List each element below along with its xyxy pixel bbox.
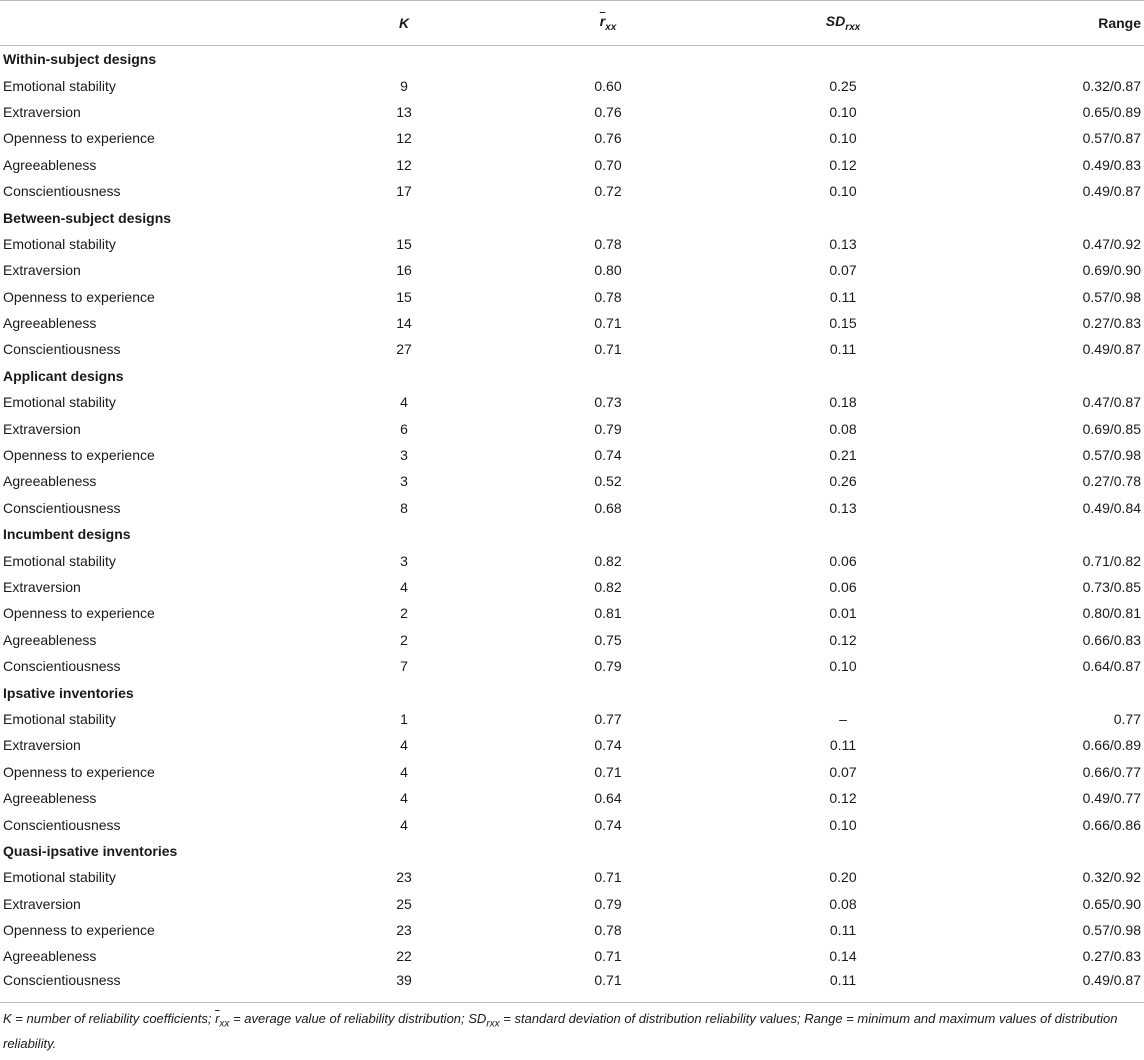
trait-cell: Openness to experience: [3, 922, 155, 939]
trait-cell: Agreeableness: [3, 315, 97, 332]
mean-r-cell: 0.78: [594, 922, 622, 939]
k-cell: 12: [396, 130, 412, 147]
range-cell: 0.32/0.87: [1082, 77, 1141, 94]
mean-r-cell: 0.68: [594, 499, 622, 516]
table-row: [0, 257, 1144, 283]
table-row: [0, 72, 1144, 98]
mean-r-cell: 0.78: [594, 235, 622, 252]
mean-r-cell: 0.64: [594, 790, 622, 807]
table-row: [0, 415, 1144, 441]
table-row: [0, 468, 1144, 494]
k-cell: 6: [400, 420, 408, 437]
k-cell: 12: [396, 156, 412, 173]
range-cell: 0.27/0.83: [1082, 315, 1141, 332]
header-label: [0, 1, 320, 46]
header-row: [0, 1, 1144, 46]
trait-cell: Emotional stability: [3, 235, 116, 252]
trait-cell: Agreeableness: [3, 948, 97, 965]
table-row: [0, 864, 1144, 890]
mean-r-cell: 0.79: [594, 895, 622, 912]
table-row: [0, 284, 1144, 310]
footnote-mean-r-base: $\overline{r}$: [215, 1010, 220, 1026]
sd-cell: 0.12: [829, 156, 857, 173]
sd-cell: 0.13: [829, 235, 857, 252]
k-cell: 1: [400, 710, 408, 727]
range-cell: 0.49/0.87: [1082, 341, 1141, 358]
range-cell: 0.47/0.92: [1082, 235, 1141, 252]
trait-cell: Conscientiousness: [3, 183, 121, 200]
header-sd: [728, 1, 958, 46]
k-cell: 7: [400, 658, 408, 675]
table-footnote: [0, 1003, 1144, 1055]
range-cell: 0.69/0.85: [1082, 420, 1141, 437]
trait-cell: Emotional stability: [3, 394, 116, 411]
range-cell: 0.73/0.85: [1082, 579, 1141, 595]
table-row: [0, 811, 1144, 837]
sd-cell: 0.20: [829, 869, 857, 886]
k-cell: 23: [396, 869, 412, 886]
table-header: [0, 1, 1144, 46]
trait-cell: Extraversion: [3, 895, 81, 912]
header-mean-r: [488, 1, 728, 46]
k-cell: 3: [400, 473, 408, 490]
range-cell: 0.57/0.98: [1082, 922, 1141, 939]
k-cell: 13: [396, 103, 412, 120]
sd-cell: 0.25: [829, 77, 857, 94]
group-title: Between-subject designs: [3, 209, 172, 226]
header-mean-r-base: $\overline{r}$: [599, 13, 606, 30]
k-cell: 4: [400, 816, 408, 833]
range-cell: 0.64/0.87: [1082, 658, 1141, 675]
k-cell: 4: [400, 579, 408, 595]
k-cell: 22: [396, 948, 412, 965]
range-cell: 0.32/0.92: [1082, 869, 1141, 886]
group-header-row: [0, 838, 1144, 864]
k-cell: 4: [400, 737, 408, 754]
k-cell: 15: [396, 288, 412, 305]
mean-r-cell: 0.76: [594, 103, 622, 120]
mean-r-cell: 0.70: [594, 156, 622, 173]
group-title: Quasi-ipsative inventories: [3, 842, 178, 859]
mean-r-cell: 0.60: [594, 77, 622, 94]
table-row: [0, 627, 1144, 653]
sd-cell: 0.11: [829, 288, 857, 305]
mean-r-cell: 0.74: [594, 447, 622, 464]
table-row: [0, 732, 1144, 758]
table-row: [0, 653, 1144, 679]
trait-cell: Conscientiousness: [3, 341, 121, 358]
range-cell: 0.65/0.90: [1082, 895, 1141, 912]
trait-cell: Conscientiousness: [3, 816, 121, 833]
footnote-part-1: K = number of reliability coefficients;: [3, 1010, 216, 1026]
mean-r-cell: 0.76: [594, 130, 622, 147]
range-cell: 0.49/0.87: [958, 970, 1144, 1003]
table-row: [0, 547, 1144, 573]
sd-cell: 0.11: [829, 922, 857, 939]
sd-cell: 0.06: [829, 552, 857, 569]
table-row: [0, 495, 1144, 521]
mean-r-cell: 0.79: [594, 420, 622, 437]
k-cell: 16: [396, 262, 412, 279]
sd-cell: 0.10: [829, 130, 857, 147]
range-cell: 0.57/0.98: [1082, 447, 1141, 464]
header-range: Range: [958, 1, 1144, 46]
k-cell: 3: [400, 447, 408, 464]
mean-r-cell: 0.71: [594, 763, 622, 780]
mean-r-cell: 0.71: [594, 315, 622, 332]
mean-r-cell: 0.52: [594, 473, 622, 490]
range-cell: 0.66/0.77: [1082, 763, 1141, 780]
k-cell: 14: [396, 315, 412, 332]
trait-cell: Agreeableness: [3, 473, 97, 490]
sd-cell: 0.07: [829, 763, 857, 780]
table-row: [0, 943, 1144, 969]
trait-cell: Agreeableness: [3, 156, 97, 173]
trait-cell: Emotional stability: [3, 552, 116, 569]
sd-cell: 0.13: [829, 499, 857, 516]
range-cell: 0.49/0.77: [1082, 790, 1141, 807]
mean-r-cell: 0.75: [594, 631, 622, 648]
trait-cell: Extraversion: [3, 420, 81, 437]
table-row: [0, 891, 1144, 917]
table-row: [0, 574, 1144, 600]
mean-r-cell: 0.80: [594, 262, 622, 279]
k-cell: 25: [396, 895, 412, 912]
range-cell: 0.71/0.82: [1082, 552, 1141, 569]
mean-r-cell: 0.77: [594, 710, 622, 727]
k-cell: 2: [400, 605, 408, 622]
range-cell: 0.66/0.83: [1082, 631, 1141, 648]
range-cell: 0.69/0.90: [1082, 262, 1141, 279]
group-header-row: [0, 204, 1144, 230]
table-row: [0, 706, 1144, 732]
table-row: [0, 231, 1144, 257]
header-sd-sub: rxx: [845, 21, 861, 33]
range-cell: 0.77: [1113, 710, 1141, 727]
sd-cell: 0.14: [829, 948, 857, 965]
sd-cell: 0.01: [829, 605, 857, 622]
table-row: [0, 178, 1144, 204]
group-title: Ipsative inventories: [3, 684, 134, 701]
range-cell: 0.27/0.78: [1082, 473, 1141, 490]
k-cell: 4: [400, 763, 408, 780]
table-row: [0, 970, 1144, 1003]
range-cell: 0.66/0.89: [1082, 737, 1141, 754]
table-row: [0, 759, 1144, 785]
k-cell: 15: [396, 235, 412, 252]
mean-r-cell: 0.81: [594, 605, 622, 622]
trait-cell: Agreeableness: [3, 631, 97, 648]
mean-r-cell: 0.74: [594, 737, 622, 754]
trait-cell: Openness to experience: [3, 447, 155, 464]
range-cell: 0.66/0.86: [1082, 816, 1141, 833]
trait-cell: Openness to experience: [3, 288, 155, 305]
group-title: Within-subject designs: [3, 51, 157, 68]
trait-cell: Conscientiousness: [3, 499, 121, 516]
sd-cell: 0.12: [829, 631, 857, 648]
mean-r-cell: 0.73: [594, 394, 622, 411]
mean-r-cell: 0.82: [594, 552, 622, 569]
sd-cell: 0.12: [829, 790, 857, 807]
table-row: [0, 442, 1144, 468]
table-row: [0, 917, 1144, 943]
range-cell: 0.80/0.81: [1082, 605, 1141, 622]
sd-cell: 0.21: [829, 447, 857, 464]
k-cell: 8: [400, 499, 408, 516]
k-cell: 4: [400, 394, 408, 411]
mean-r-cell: 0.79: [594, 658, 622, 675]
group-header-row: [0, 363, 1144, 389]
group-title: Applicant designs: [3, 367, 124, 384]
sd-cell: 0.15: [829, 315, 857, 332]
header-sd-base: SD: [825, 13, 846, 30]
sd-cell: 0.08: [829, 895, 857, 912]
trait-cell: Extraversion: [3, 262, 81, 279]
mean-r-cell: 0.71: [594, 341, 622, 358]
mean-r-cell: 0.71: [488, 970, 728, 1003]
mean-r-cell: 0.74: [594, 816, 622, 833]
mean-r-cell: 0.71: [594, 869, 622, 886]
table-row: [0, 99, 1144, 125]
sd-cell: 0.18: [829, 394, 857, 411]
footnote-part-3: = average value of reliability distribution;: [229, 1010, 469, 1026]
sd-cell: 0.11: [728, 970, 958, 1003]
trait-cell: Conscientiousness: [0, 970, 320, 1003]
sd-cell: 0.11: [829, 341, 857, 358]
sd-cell: 0.08: [829, 420, 857, 437]
sd-cell: 0.10: [829, 103, 857, 120]
mean-r-cell: 0.78: [594, 288, 622, 305]
table-body: [0, 46, 1144, 1003]
range-cell: 0.49/0.84: [1082, 499, 1141, 516]
trait-cell: Openness to experience: [3, 130, 155, 147]
sd-cell: 0.10: [829, 816, 857, 833]
sd-cell: 0.26: [829, 473, 857, 490]
k-cell: 23: [396, 922, 412, 939]
range-cell: 0.57/0.87: [1082, 130, 1141, 147]
range-cell: 0.49/0.83: [1082, 156, 1141, 173]
k-cell: 17: [396, 183, 412, 200]
table-row: [0, 152, 1144, 178]
k-cell: 3: [400, 552, 408, 569]
group-header-row: [0, 521, 1144, 547]
header-mean-r-sub: xx: [605, 21, 617, 33]
group-header-row: [0, 46, 1144, 73]
trait-cell: Conscientiousness: [3, 658, 121, 675]
trait-cell: Emotional stability: [3, 869, 116, 886]
k-cell: 2: [400, 631, 408, 648]
table-row: [0, 310, 1144, 336]
table-row: [0, 389, 1144, 415]
footnote-sd-base: SD: [468, 1010, 487, 1026]
footnote-part-5: = standard deviation of distribution reliability values; Range = minimum and maximum values of distribution reliability.: [3, 1010, 1118, 1052]
range-cell: 0.49/0.87: [1082, 183, 1141, 200]
k-cell: 9: [400, 77, 408, 94]
sd-cell: 0.10: [829, 183, 857, 200]
footnote-sd-sub: rxx: [486, 1018, 500, 1030]
range-cell: 0.57/0.98: [1082, 288, 1141, 305]
trait-cell: Extraversion: [3, 579, 81, 595]
trait-cell: Agreeableness: [3, 790, 97, 807]
trait-cell: Extraversion: [3, 103, 81, 120]
mean-r-cell: 0.82: [594, 579, 622, 595]
group-title: Incumbent designs: [3, 526, 131, 543]
sd-cell: 0.07: [829, 262, 857, 279]
sd-cell: –: [839, 710, 847, 727]
range-cell: 0.27/0.83: [1082, 948, 1141, 965]
trait-cell: Extraversion: [3, 737, 81, 754]
table-row: [0, 336, 1144, 362]
k-cell: 39: [320, 970, 488, 1003]
sd-cell: 0.06: [829, 579, 857, 595]
table-row: [0, 785, 1144, 811]
range-cell: 0.47/0.87: [1082, 394, 1141, 411]
k-cell: 27: [396, 341, 412, 358]
mean-r-cell: 0.71: [594, 948, 622, 965]
trait-cell: Emotional stability: [3, 77, 116, 94]
header-k: K: [320, 1, 488, 46]
range-cell: 0.65/0.89: [1082, 103, 1141, 120]
mean-r-cell: 0.72: [594, 183, 622, 200]
trait-cell: Openness to experience: [3, 605, 155, 622]
sd-cell: 0.10: [829, 658, 857, 675]
sd-cell: 0.11: [829, 737, 857, 754]
table-row: [0, 125, 1144, 151]
footnote-mean-r-sub: xx: [219, 1018, 230, 1030]
table-row: [0, 600, 1144, 626]
trait-cell: Openness to experience: [3, 763, 155, 780]
k-cell: 4: [400, 790, 408, 807]
group-header-row: [0, 679, 1144, 705]
trait-cell: Emotional stability: [3, 710, 116, 727]
